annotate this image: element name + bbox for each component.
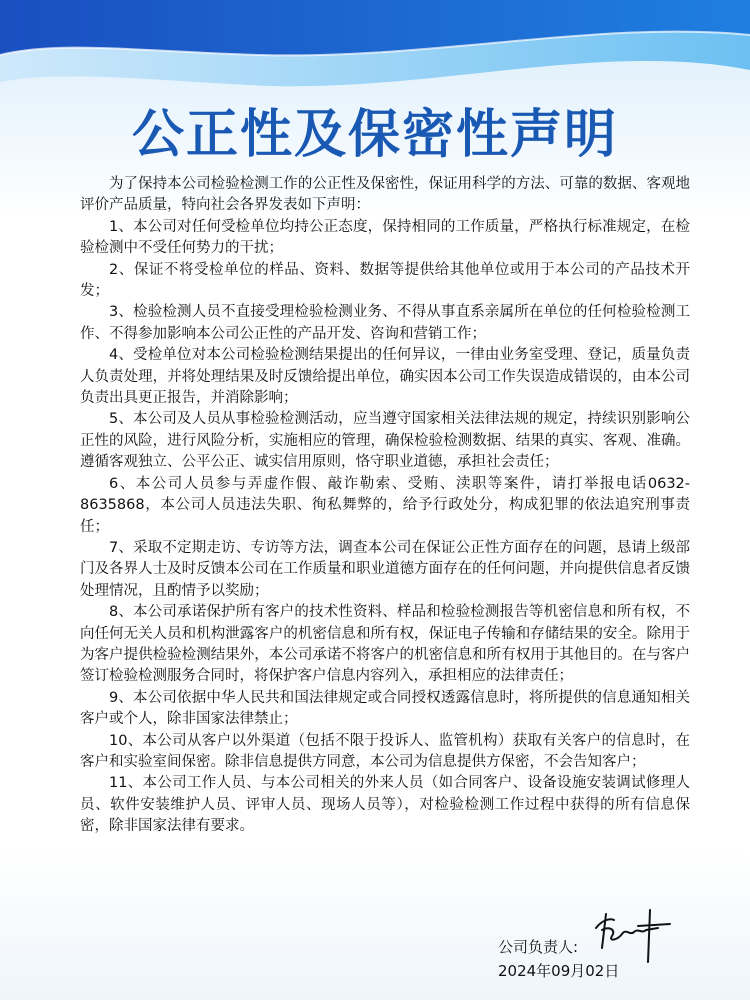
- declaration-body: [80, 174, 690, 838]
- clause-8: 8、本公司承诺保护所有客户的技术性资料、样品和检验检测报告等机密信息和所有权，不向任何无关人员和机构泄露客户的机密信息和所有权，保证电子传输和存储结果的安全。除用于为客户提供检验检测结果外，本公司承诺不将客户的机密信息和所有权用于其他目的。在与客户签订检验检测服务合同时，将保护客户信息内容列入，承担相应的法律责任；: [80, 604, 690, 685]
- clause-11: 11、本公司工作人员、与本公司相关的外来人员（如合同客户、设备设施安装调试修理人员、软件安装维护人员、评审人员、现场人员等），对检验检测工作过程中获得的所有信息保密，除非国家法律有要求。: [80, 775, 690, 835]
- clause-3: 3、检验检测人员不直接受理检验检测业务、不得从事直系亲属所在单位的任何检验检测工作、不得参加影响本公司公正性的产品开发、咨询和营销工作；: [80, 304, 690, 342]
- signature-block: [0, 920, 750, 980]
- clause-1: 1、本公司对任何受检单位均持公正态度，保持相同的工作质量，严格执行标准规定，在检验检测中不受任何势力的干扰；: [80, 218, 690, 257]
- clause-9: 9、本公司依据中华人民共和国法律规定或合同授权透露信息时，将所提供的信息通知相关客户或个人，除非国家法律禁止；: [80, 689, 690, 728]
- clause-5: 5、本公司及人员从事检验检测活动，应当遵守国家相关法律法规的规定，持续识别影响公正性的风险，进行风险分析，实施相应的管理，确保检验检测数据、结果的真实、客观、准确。遵循客观独立、公平公正、诚实信用原则，恪守职业道德，承担社会责任；: [80, 411, 690, 471]
- clause-6: 6、本公司人员参与弄虚作假、敲诈勒索、受贿、渎职等案件，请打举报电话0632-8635868，本公司人员违法失职、徇私舞弊的，给予行政处分，构成犯罪的依法追究刑事责任；: [80, 475, 690, 535]
- clause-4: 4、受检单位对本公司检验检测结果提出的任何异议，一律由业务室受理、登记，质量负责人负责处理，并将处理结果及时反馈给提出单位，确实因本公司工作失误造成错误的，由本公司负责出具更正报告，并消除影响；: [80, 347, 690, 407]
- clause-7: 7、采取不定期走访、专访等方法，调查本公司在保证公正性方面存在的问题，恳请上级部门及各界人士及时反馈本公司在工作质量和职业道德方面存在的任何问题，并向提供信息者反馈处理情况，且酌情予以奖励；: [80, 539, 690, 599]
- signature-label: 公司负责人:: [498, 938, 579, 956]
- intro-paragraph: 为了保持本公司检验检测工作的公正性及保密性，保证用科学的方法、可靠的数据、客观地评价产品质量，特向社会各界发表如下声明：: [80, 176, 690, 214]
- clause-10: 10、本公司从客户以外渠道（包括不限于投诉人、监管机构）获取有关客户的信息时，在客户和实验室间保密。除非信息提供方同意，本公司为信息提供方保密，不会告知客户；: [80, 732, 690, 770]
- signature-date: 2024年09月02日: [498, 962, 620, 980]
- page-title: 公正性及保密性声明: [131, 105, 618, 165]
- clause-2: 2、保证不将受检单位的样品、资料、数据等提供给其他单位或用于本公司的产品技术开发；: [80, 261, 690, 300]
